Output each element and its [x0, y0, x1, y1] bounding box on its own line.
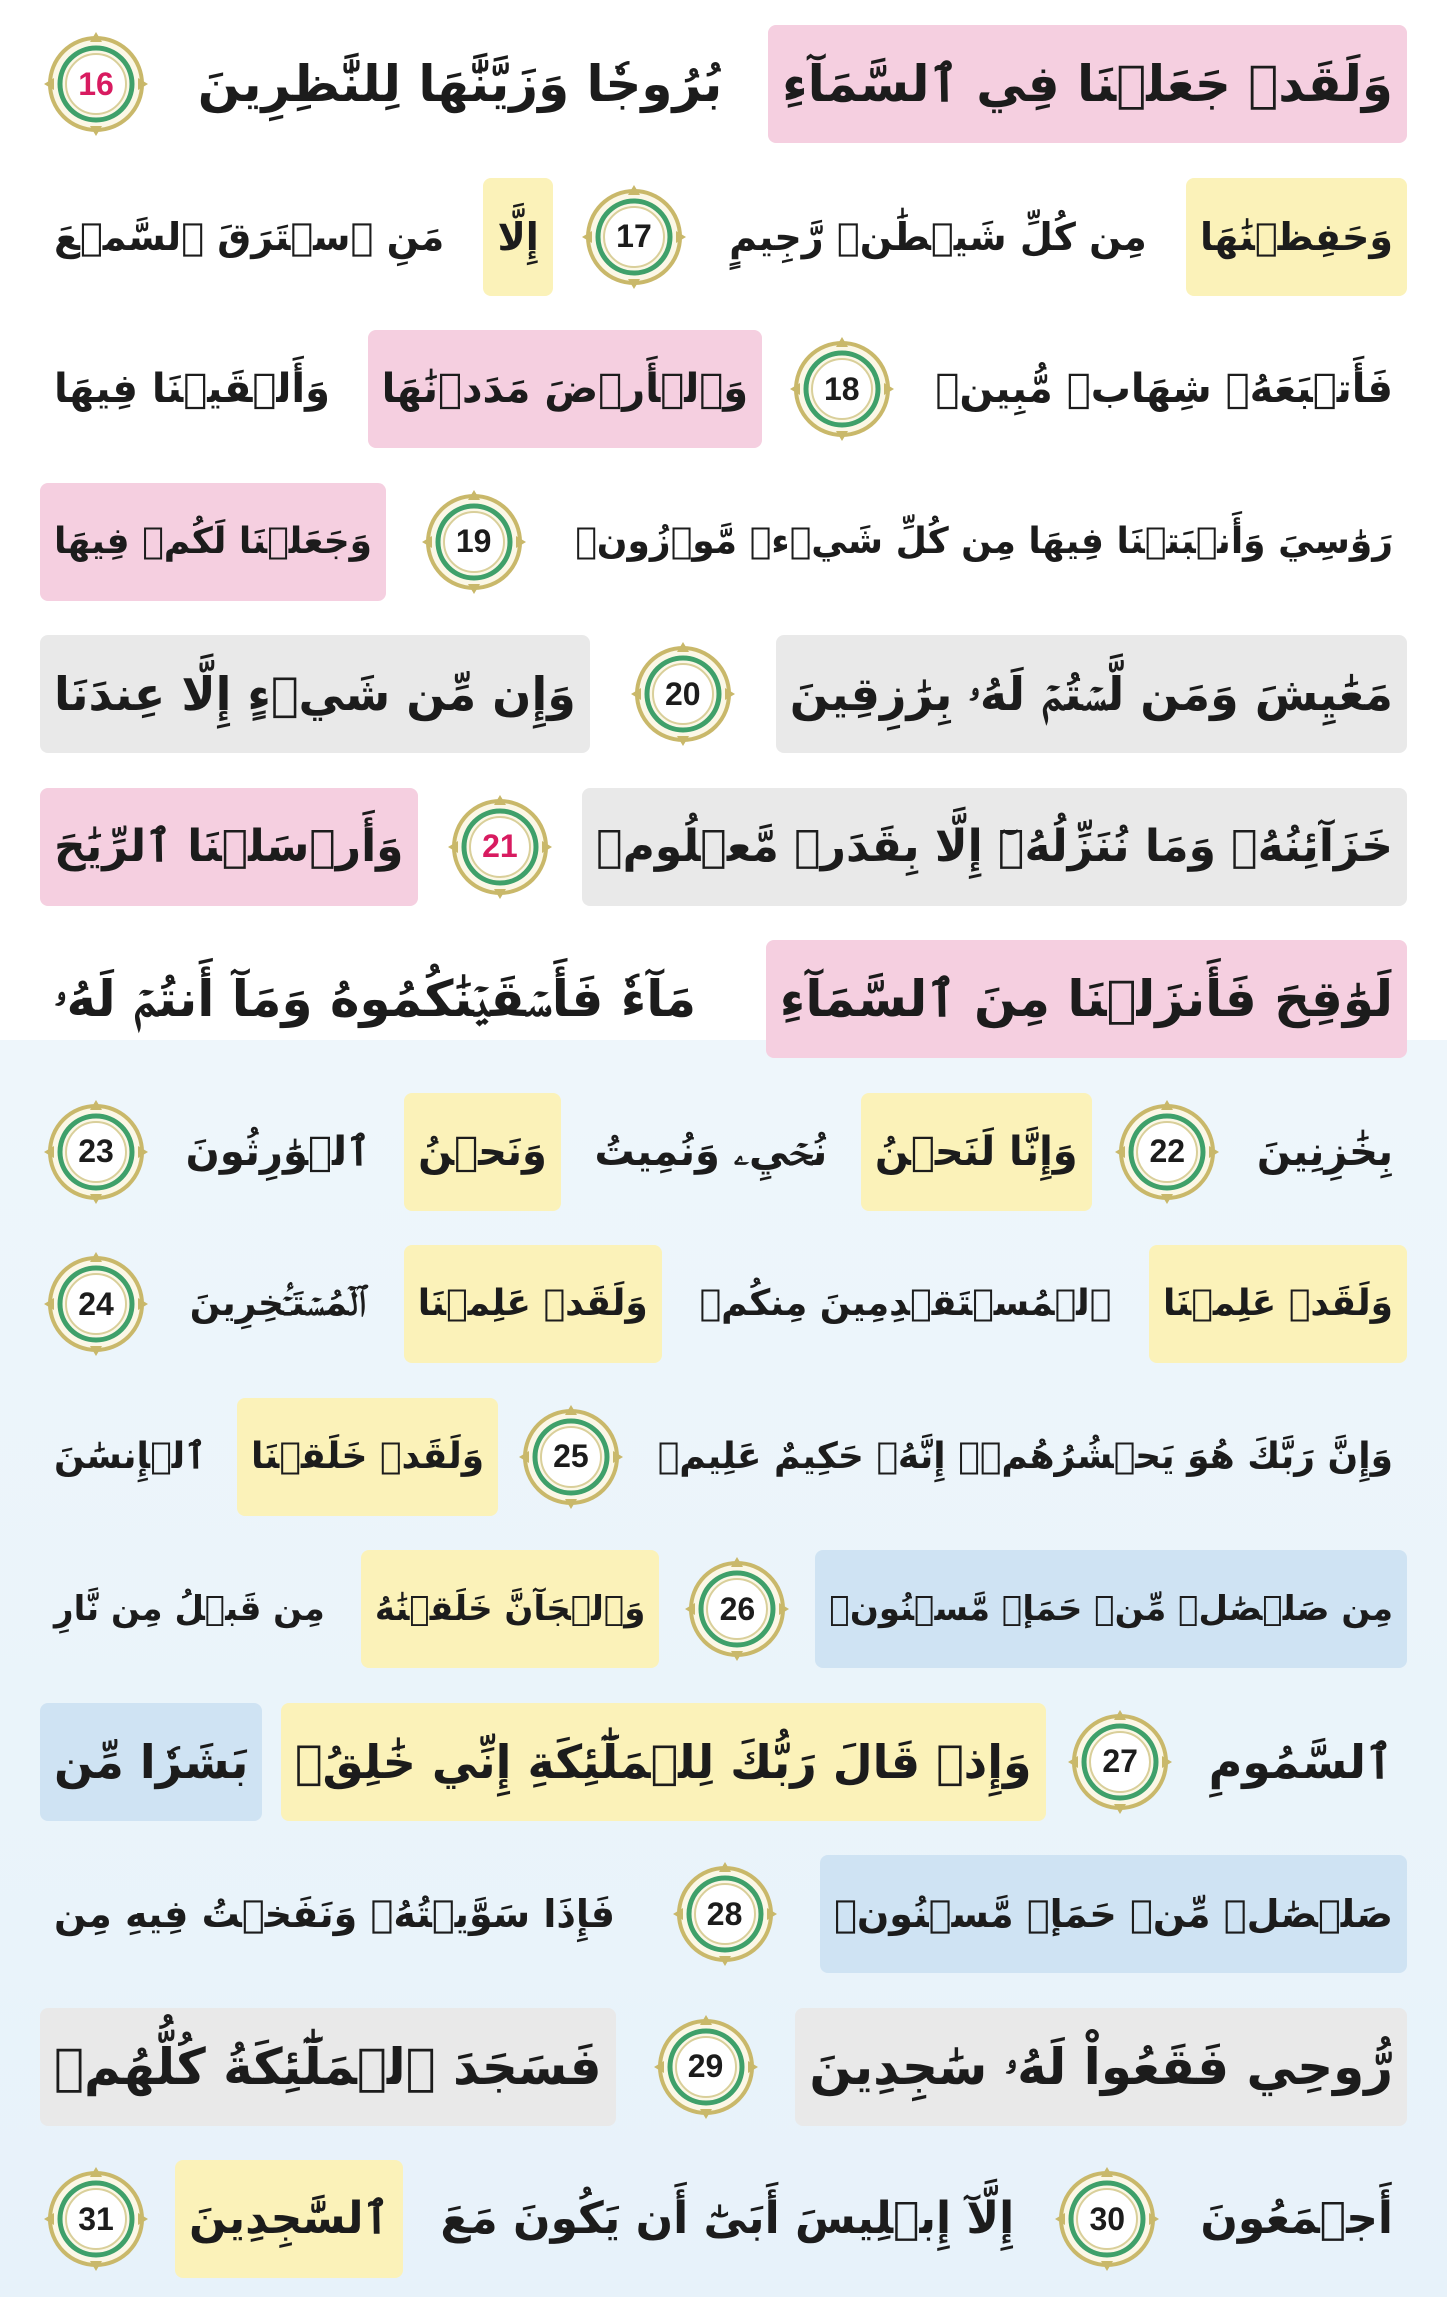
verse-line [40, 1838, 1407, 1990]
verse-text-segment: مَآءٗ فَأَسۡقَيۡنَٰكُمُوهُ وَمَآ أَنتُمۡ لَهُۥ [54, 970, 697, 1028]
verse-text-segment: وَلَقَدۡ جَعَلۡنَا فِي ٱلسَّمَآءِ [768, 25, 1407, 143]
verse-text-segment: وَلَقَدۡ عَلِمۡنَا [404, 1245, 662, 1363]
verse-text-segment: نُحۡيِۦ وَنُمِيتُ [594, 1128, 828, 1175]
ayah-number-marker[interactable] [650, 2011, 762, 2123]
verse-text-segment: مِن صَلۡصَٰلٖ مِّنۡ حَمَإٖ مَّسۡنُونٖ [815, 1550, 1407, 1668]
verse-line [40, 1076, 1407, 1228]
ayah-number-marker[interactable] [1051, 2163, 1163, 2275]
verse-line [40, 1991, 1407, 2143]
verse-line [40, 8, 1407, 160]
verse-line-content [40, 1381, 1407, 1533]
verse-text-segment: فَأَتۡبَعَهُۥ شِهَابٞ مُّبِينٞ [935, 366, 1393, 412]
verse-line-content [40, 618, 1407, 770]
verse-text-segment: لَوَٰقِحَ فَأَنزَلۡنَا مِنَ ٱلسَّمَآءِ [766, 940, 1407, 1058]
ayah-number: 27 [1102, 1743, 1138, 1779]
verse-text-segment: وَجَعَلۡنَا لَكُمۡ فِيهَا [40, 483, 386, 601]
verse-line-content [40, 2143, 1407, 2295]
verse-text-segment: أَجۡمَعُونَ [1200, 2193, 1393, 2244]
ayah-number: 20 [664, 675, 701, 712]
verse-line-content [40, 313, 1407, 465]
ayah-number-marker[interactable] [627, 638, 739, 750]
ayah-number: 24 [78, 1285, 114, 1322]
verse-text-segment: ٱلسَّٰجِدِينَ [175, 2160, 403, 2278]
verse-line-content [40, 8, 1407, 160]
ayah-number-marker[interactable] [40, 28, 152, 140]
verse-text-segment: وَلَقَدۡ عَلِمۡنَا [1149, 1245, 1407, 1363]
verse-text-segment: فَسَجَدَ ٱلۡمَلَٰٓئِكَةُ كُلُّهُمۡ [40, 2008, 616, 2126]
ayah-number-marker[interactable] [418, 486, 530, 598]
verse-line [40, 771, 1407, 923]
verse-line [40, 2143, 1407, 2295]
verse-text-segment: ٱلۡمُسۡتَـٔۡخِرِينَ [189, 1283, 367, 1324]
ayah-number: 21 [482, 828, 518, 864]
verse-text-segment: خَزَآئِنُهُۥ وَمَا نُنَزِّلُهُۥٓ إِلَّا بِقَدَرٖ مَّعۡلُومٖ [582, 788, 1407, 906]
ayah-number: 16 [78, 65, 114, 102]
ayah-number-marker[interactable] [681, 1553, 793, 1665]
verse-text-segment: وَلَقَدۡ خَلَقۡنَا [237, 1398, 498, 1516]
verse-line-content [40, 923, 1407, 1075]
verse-line-content [40, 1076, 1407, 1228]
ayah-number: 30 [1089, 2200, 1126, 2237]
verse-text-segment: وَإِن مِّن شَيۡءٍ إِلَّا عِندَنَا [40, 635, 590, 753]
verse-text-segment: وَأَرۡسَلۡنَا ٱلرِّيَٰحَ [40, 788, 418, 906]
verse-line-content [40, 466, 1407, 618]
ayah-number-marker[interactable] [40, 1096, 152, 1208]
verse-text-segment: مِن كُلِّ شَيۡطَٰنٖ رَّجِيمٍ [729, 214, 1147, 259]
verse-line [40, 1381, 1407, 1533]
verse-text-segment: صَلۡصَٰلٖ مِّنۡ حَمَإٖ مَّسۡنُونٖ [820, 1855, 1407, 1973]
ayah-number-marker[interactable] [1111, 1096, 1223, 1208]
verse-line [40, 161, 1407, 313]
verse-line-content [40, 771, 1407, 923]
verse-text-segment: وَإِذۡ قَالَ رَبُّكَ لِلۡمَلَٰٓئِكَةِ إِنِّي خَٰلِقُۢ [281, 1703, 1046, 1821]
ayah-number-marker[interactable] [40, 1248, 152, 1360]
verse-line-content [40, 161, 1407, 313]
verse-text-segment: وَإِنَّا لَنَحۡنُ [861, 1093, 1092, 1211]
ayah-number-marker[interactable] [669, 1858, 781, 1970]
verse-text-segment: بِخَٰزِنِينَ [1256, 1128, 1393, 1175]
ayah-number: 26 [719, 1590, 756, 1627]
verse-line [40, 313, 1407, 465]
ayah-number: 18 [823, 370, 860, 407]
verse-text-segment: بَشَرٗا مِّن [40, 1703, 262, 1821]
verse-text-segment: ٱلۡمُسۡتَقۡدِمِينَ مِنكُمۡ [699, 1283, 1112, 1324]
verse-text-segment: رَوَٰسِيَ وَأَنۢبَتۡنَا فِيهَا مِن كُلِّ شَيۡءٖ مَّوۡزُونٖ [575, 520, 1393, 562]
verse-text-segment: وَنَحۡنُ [404, 1093, 561, 1211]
verse-text-segment: إِلَّا [483, 178, 552, 296]
ayah-number-marker[interactable] [1064, 1706, 1176, 1818]
verse-line [40, 1686, 1407, 1838]
ayah-number-marker[interactable] [40, 2163, 152, 2275]
verse-text-segment: فَإِذَا سَوَّيۡتُهُۥ وَنَفَخۡتُ فِيهِ مِن [54, 1892, 616, 1936]
verse-text-segment: وَٱلۡأَرۡضَ مَدَدۡنَٰهَا [368, 330, 763, 448]
verse-line [40, 1533, 1407, 1685]
verse-line [40, 923, 1407, 1075]
verse-text-segment: ٱلۡوَٰرِثُونَ [185, 1128, 371, 1175]
verse-line-content [40, 1686, 1407, 1838]
verse-text-segment: وَإِنَّ رَبَّكَ هُوَ يَحۡشُرُهُمۡۚ إِنَّهُۥ حَكِيمٌ عَلِيمٞ [657, 1435, 1393, 1477]
verse-text-segment: إِلَّآ إِبۡلِيسَ أَبَىٰٓ أَن يَكُونَ مَعَ [440, 2193, 1015, 2244]
verse-text-segment: مَنِ ٱسۡتَرَقَ ٱلسَّمۡعَ [54, 214, 445, 259]
ayah-number: 31 [78, 2200, 114, 2237]
ayah-number: 23 [78, 1133, 114, 1169]
ayah-number-marker[interactable] [444, 791, 556, 903]
verse-text-segment: مِن قَبۡلُ مِن نَّارِ [54, 1589, 325, 1629]
verse-line-content [40, 1838, 1407, 1990]
ayah-number: 22 [1149, 1133, 1186, 1169]
verse-text-segment: مَعَٰيِشَ وَمَن لَّسۡتُمۡ لَهُۥ بِرَٰزِقِينَ [776, 635, 1407, 753]
ayah-number: 19 [455, 523, 492, 559]
ayah-number-marker[interactable] [515, 1401, 627, 1513]
verse-line [40, 618, 1407, 770]
verse-text-segment: وَأَلۡقَيۡنَا فِيهَا [54, 366, 330, 412]
ayah-number: 28 [706, 1895, 743, 1932]
verse-line-content [40, 1228, 1407, 1380]
verse-text-segment: ٱلسَّمُومِ [1208, 1734, 1393, 1789]
verse-line-content [40, 1991, 1407, 2143]
verse-line [40, 1228, 1407, 1380]
verse-text-segment: رُّوحِي فَقَعُواْ لَهُۥ سَٰجِدِينَ [795, 2008, 1407, 2126]
verse-line [40, 466, 1407, 618]
verse-line-content [40, 1533, 1407, 1685]
ayah-number: 29 [687, 2048, 724, 2084]
ayah-number: 17 [616, 218, 652, 254]
verse-text-segment: وَحَفِظۡنَٰهَا [1186, 178, 1407, 296]
ayah-number-marker[interactable] [578, 181, 690, 293]
verse-text-segment: وَٱلۡجَآنَّ خَلَقۡنَٰهُ [361, 1550, 660, 1668]
ayah-number-marker[interactable] [786, 333, 898, 445]
verse-text-segment: بُرُوجٗا وَزَيَّنَّٰهَا لِلنَّٰظِرِينَ [197, 55, 723, 113]
verse-text-segment: ٱلۡإِنسَٰنَ [54, 1435, 207, 1477]
ayah-number: 25 [553, 1438, 589, 1474]
